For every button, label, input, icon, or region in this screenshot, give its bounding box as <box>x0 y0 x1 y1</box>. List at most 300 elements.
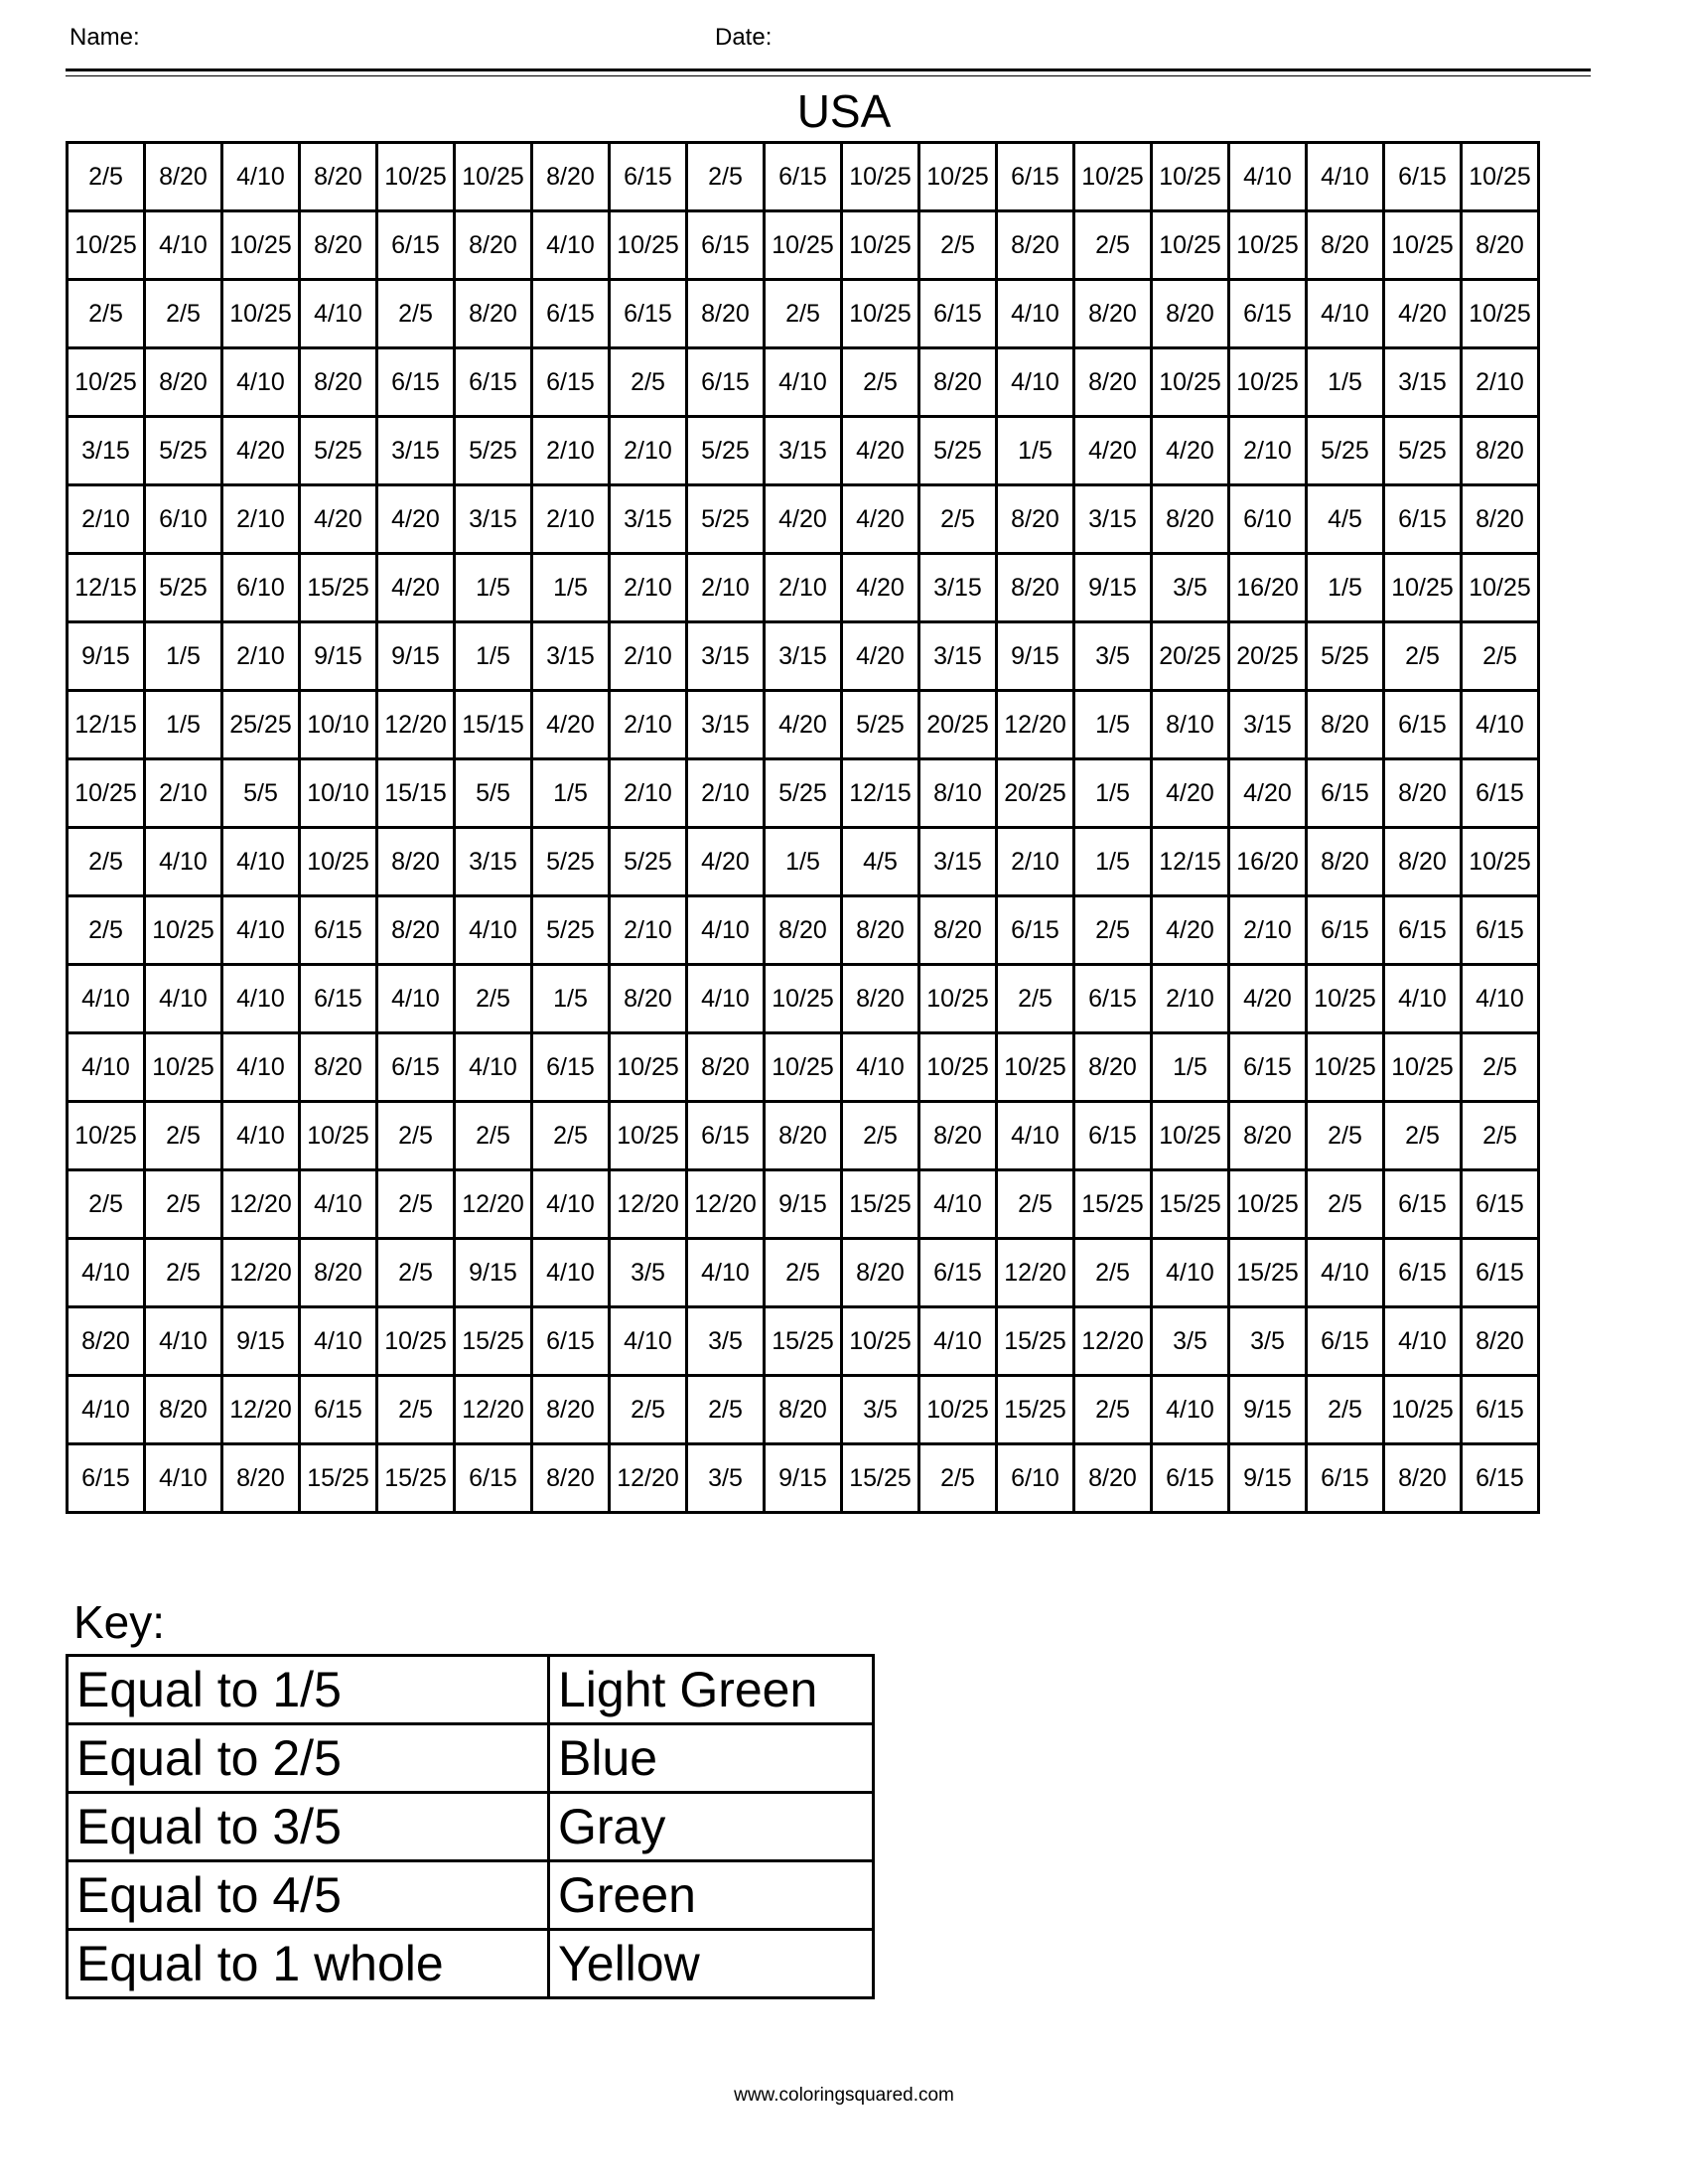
grid-cell: 4/10 <box>222 965 300 1033</box>
grid-cell: 10/10 <box>300 759 377 828</box>
grid-cell: 8/20 <box>1462 211 1539 280</box>
grid-cell: 2/10 <box>1229 417 1307 485</box>
grid-cell: 10/25 <box>377 143 455 211</box>
grid-cell: 4/20 <box>687 828 765 896</box>
grid-cell: 2/5 <box>919 1444 997 1513</box>
grid-cell: 8/20 <box>222 1444 300 1513</box>
grid-cell: 6/15 <box>1462 1239 1539 1307</box>
grid-cell: 6/15 <box>687 1102 765 1170</box>
grid-cell: 4/10 <box>145 1307 222 1376</box>
grid-cell: 12/20 <box>455 1170 532 1239</box>
grid-cell: 5/25 <box>1307 417 1384 485</box>
grid-cell: 3/5 <box>1229 1307 1307 1376</box>
key-condition: Equal to 4/5 <box>68 1861 549 1930</box>
grid-cell: 2/5 <box>532 1102 610 1170</box>
grid-cell: 8/20 <box>532 1444 610 1513</box>
grid-row <box>68 1307 1539 1376</box>
grid-cell: 4/10 <box>1384 1307 1462 1376</box>
grid-cell: 4/10 <box>300 1307 377 1376</box>
grid-cell: 5/25 <box>145 554 222 622</box>
grid-cell: 6/15 <box>532 348 610 417</box>
page-title: USA <box>796 85 892 137</box>
grid-cell: 4/20 <box>1229 759 1307 828</box>
grid-cell: 6/15 <box>1384 896 1462 965</box>
grid-cell: 4/10 <box>687 965 765 1033</box>
grid-cell: 4/10 <box>68 1376 145 1444</box>
grid-cell: 10/25 <box>68 1102 145 1170</box>
grid-cell: 2/5 <box>1307 1102 1384 1170</box>
grid-cell: 8/20 <box>1384 759 1462 828</box>
header-rule-thick <box>66 68 1591 71</box>
grid-cell: 9/15 <box>1074 554 1152 622</box>
grid-cell: 1/5 <box>1307 348 1384 417</box>
grid-cell: 4/10 <box>300 280 377 348</box>
grid-cell: 2/5 <box>1462 1033 1539 1102</box>
grid-cell: 20/25 <box>1229 622 1307 691</box>
grid-cell: 4/10 <box>1462 691 1539 759</box>
grid-row <box>68 828 1539 896</box>
grid-cell: 12/20 <box>222 1376 300 1444</box>
grid-cell: 2/5 <box>997 1170 1074 1239</box>
grid-cell: 4/5 <box>1307 485 1384 554</box>
grid-row <box>68 348 1539 417</box>
grid-cell: 8/20 <box>610 965 687 1033</box>
grid-cell: 4/10 <box>145 211 222 280</box>
grid-cell: 8/20 <box>765 896 842 965</box>
grid-row <box>68 1102 1539 1170</box>
grid-cell: 3/15 <box>687 622 765 691</box>
grid-cell: 4/20 <box>1152 417 1229 485</box>
grid-cell: 6/15 <box>997 896 1074 965</box>
grid-cell: 2/5 <box>1074 896 1152 965</box>
grid-cell: 15/25 <box>842 1170 919 1239</box>
grid-cell: 6/15 <box>1384 1239 1462 1307</box>
grid-row <box>68 211 1539 280</box>
grid-cell: 2/10 <box>532 417 610 485</box>
grid-cell: 2/5 <box>145 1102 222 1170</box>
grid-cell: 12/15 <box>1152 828 1229 896</box>
grid-cell: 4/20 <box>765 691 842 759</box>
grid-cell: 4/10 <box>68 1239 145 1307</box>
grid-cell: 4/10 <box>222 1033 300 1102</box>
grid-cell: 6/15 <box>300 965 377 1033</box>
grid-cell: 8/20 <box>1462 1307 1539 1376</box>
grid-cell: 4/10 <box>1384 965 1462 1033</box>
grid-cell: 2/5 <box>765 1239 842 1307</box>
grid-cell: 10/25 <box>1152 211 1229 280</box>
grid-cell: 2/10 <box>1462 348 1539 417</box>
grid-cell: 4/10 <box>532 211 610 280</box>
grid-cell: 6/15 <box>455 1444 532 1513</box>
grid-cell: 3/15 <box>68 417 145 485</box>
grid-cell: 12/20 <box>222 1170 300 1239</box>
grid-cell: 2/5 <box>377 1376 455 1444</box>
grid-cell: 8/20 <box>919 348 997 417</box>
grid-cell: 8/20 <box>1152 280 1229 348</box>
grid-cell: 5/25 <box>1384 417 1462 485</box>
grid-cell: 6/10 <box>1229 485 1307 554</box>
grid-cell: 8/20 <box>145 348 222 417</box>
grid-cell: 3/15 <box>1074 485 1152 554</box>
grid-cell: 10/25 <box>1307 965 1384 1033</box>
grid-cell: 10/25 <box>222 211 300 280</box>
grid-cell: 2/5 <box>765 280 842 348</box>
grid-cell: 2/5 <box>377 280 455 348</box>
grid-cell: 4/10 <box>145 828 222 896</box>
grid-cell: 8/20 <box>842 896 919 965</box>
grid-cell: 6/15 <box>377 211 455 280</box>
grid-cell: 15/25 <box>842 1444 919 1513</box>
grid-cell: 4/20 <box>1384 280 1462 348</box>
grid-cell: 10/25 <box>919 1376 997 1444</box>
grid-cell: 6/15 <box>765 143 842 211</box>
grid-cell: 4/10 <box>997 348 1074 417</box>
grid-cell: 10/25 <box>997 1033 1074 1102</box>
grid-cell: 3/5 <box>842 1376 919 1444</box>
grid-cell: 3/5 <box>610 1239 687 1307</box>
grid-cell: 10/25 <box>145 896 222 965</box>
grid-cell: 8/20 <box>687 1033 765 1102</box>
grid-cell: 2/5 <box>68 896 145 965</box>
grid-cell: 12/15 <box>842 759 919 828</box>
grid-cell: 3/15 <box>532 622 610 691</box>
grid-cell: 8/20 <box>1307 691 1384 759</box>
grid-cell: 2/5 <box>997 965 1074 1033</box>
grid-cell: 10/25 <box>919 1033 997 1102</box>
grid-cell: 6/15 <box>1307 1444 1384 1513</box>
grid-cell: 1/5 <box>1074 691 1152 759</box>
grid-cell: 12/20 <box>222 1239 300 1307</box>
grid-cell: 4/10 <box>300 1170 377 1239</box>
grid-cell: 2/5 <box>377 1239 455 1307</box>
grid-cell: 6/15 <box>1462 896 1539 965</box>
grid-cell: 2/10 <box>687 759 765 828</box>
grid-cell: 3/15 <box>687 691 765 759</box>
grid-cell: 10/25 <box>1152 1102 1229 1170</box>
grid-cell: 12/15 <box>68 691 145 759</box>
key-condition: Equal to 3/5 <box>68 1793 549 1861</box>
key-row <box>68 1930 874 1998</box>
grid-cell: 2/5 <box>145 1170 222 1239</box>
date-label: Date: <box>715 24 773 51</box>
grid-cell: 6/15 <box>532 1307 610 1376</box>
grid-cell: 4/10 <box>222 348 300 417</box>
grid-cell: 8/20 <box>455 211 532 280</box>
grid-cell: 8/20 <box>300 211 377 280</box>
grid-cell: 10/25 <box>1384 1033 1462 1102</box>
grid-cell: 5/25 <box>842 691 919 759</box>
grid-cell: 4/20 <box>377 554 455 622</box>
grid-cell: 10/25 <box>1229 211 1307 280</box>
key-row <box>68 1656 874 1724</box>
grid-cell: 10/25 <box>610 1033 687 1102</box>
grid-cell: 6/15 <box>1384 485 1462 554</box>
grid-cell: 2/5 <box>1307 1376 1384 1444</box>
grid-cell: 2/5 <box>377 1170 455 1239</box>
key-color: Green <box>549 1861 874 1930</box>
grid-cell: 1/5 <box>455 622 532 691</box>
grid-cell: 2/5 <box>145 280 222 348</box>
grid-cell: 4/5 <box>842 828 919 896</box>
grid-cell: 6/15 <box>1074 1102 1152 1170</box>
grid-row <box>68 965 1539 1033</box>
grid-cell: 2/10 <box>610 622 687 691</box>
grid-cell: 2/5 <box>68 1170 145 1239</box>
grid-cell: 6/15 <box>1229 280 1307 348</box>
grid-cell: 8/20 <box>687 280 765 348</box>
grid-cell: 1/5 <box>1074 759 1152 828</box>
grid-cell: 8/20 <box>842 965 919 1033</box>
grid-cell: 9/15 <box>1229 1444 1307 1513</box>
grid-cell: 8/20 <box>377 896 455 965</box>
grid-cell: 4/20 <box>842 622 919 691</box>
grid-cell: 2/5 <box>610 348 687 417</box>
grid-cell: 2/5 <box>1462 622 1539 691</box>
grid-cell: 2/10 <box>145 759 222 828</box>
grid-cell: 4/20 <box>377 485 455 554</box>
grid-cell: 10/25 <box>1229 348 1307 417</box>
grid-cell: 10/25 <box>1462 280 1539 348</box>
puzzle-grid <box>66 141 1540 1514</box>
grid-cell: 1/5 <box>1307 554 1384 622</box>
grid-cell: 6/15 <box>532 280 610 348</box>
grid-cell: 6/15 <box>1384 691 1462 759</box>
grid-cell: 10/25 <box>1462 828 1539 896</box>
grid-cell: 2/5 <box>687 1376 765 1444</box>
grid-cell: 9/15 <box>1229 1376 1307 1444</box>
grid-cell: 4/20 <box>842 485 919 554</box>
grid-cell: 2/5 <box>455 965 532 1033</box>
grid-cell: 2/5 <box>610 1376 687 1444</box>
grid-cell: 8/20 <box>300 1033 377 1102</box>
grid-cell: 4/10 <box>1462 965 1539 1033</box>
grid-cell: 5/5 <box>455 759 532 828</box>
grid-cell: 15/25 <box>377 1444 455 1513</box>
grid-cell: 4/10 <box>687 1239 765 1307</box>
grid-cell: 8/20 <box>1229 1102 1307 1170</box>
grid-cell: 8/20 <box>1384 828 1462 896</box>
grid-cell: 2/10 <box>687 554 765 622</box>
grid-cell: 9/15 <box>68 622 145 691</box>
grid-cell: 4/20 <box>842 554 919 622</box>
grid-cell: 8/20 <box>145 1376 222 1444</box>
grid-cell: 2/10 <box>532 485 610 554</box>
grid-cell: 8/20 <box>300 143 377 211</box>
grid-cell: 2/10 <box>610 691 687 759</box>
grid-cell: 4/10 <box>997 1102 1074 1170</box>
grid-cell: 2/5 <box>1074 211 1152 280</box>
grid-row <box>68 143 1539 211</box>
grid-cell: 9/15 <box>455 1239 532 1307</box>
grid-cell: 6/15 <box>1462 1444 1539 1513</box>
grid-cell: 2/5 <box>377 1102 455 1170</box>
grid-cell: 8/10 <box>919 759 997 828</box>
grid-cell: 6/15 <box>377 1033 455 1102</box>
grid-cell: 6/15 <box>1384 1170 1462 1239</box>
grid-row <box>68 485 1539 554</box>
grid-cell: 4/20 <box>1152 896 1229 965</box>
grid-cell: 2/10 <box>68 485 145 554</box>
grid-cell: 20/25 <box>919 691 997 759</box>
grid-cell: 15/25 <box>997 1376 1074 1444</box>
grid-cell: 16/20 <box>1229 554 1307 622</box>
grid-cell: 8/20 <box>1307 211 1384 280</box>
grid-cell: 6/15 <box>687 348 765 417</box>
grid-cell: 8/20 <box>997 211 1074 280</box>
grid-cell: 12/20 <box>1074 1307 1152 1376</box>
grid-cell: 2/10 <box>997 828 1074 896</box>
grid-cell: 5/25 <box>687 485 765 554</box>
grid-cell: 4/10 <box>687 896 765 965</box>
grid-row <box>68 1444 1539 1513</box>
grid-cell: 4/10 <box>532 1170 610 1239</box>
grid-cell: 1/5 <box>1152 1033 1229 1102</box>
grid-cell: 4/10 <box>1307 143 1384 211</box>
grid-cell: 8/20 <box>300 1239 377 1307</box>
grid-cell: 5/25 <box>455 417 532 485</box>
color-key-table <box>66 1654 875 1999</box>
grid-row <box>68 1170 1539 1239</box>
grid-cell: 4/10 <box>1152 1376 1229 1444</box>
grid-cell: 10/25 <box>1384 554 1462 622</box>
grid-cell: 8/20 <box>1462 417 1539 485</box>
grid-cell: 3/5 <box>1152 1307 1229 1376</box>
grid-cell: 3/15 <box>455 485 532 554</box>
grid-cell: 4/10 <box>1152 1239 1229 1307</box>
grid-cell: 15/15 <box>455 691 532 759</box>
grid-cell: 16/20 <box>1229 828 1307 896</box>
grid-cell: 8/20 <box>1074 348 1152 417</box>
grid-cell: 10/25 <box>68 348 145 417</box>
grid-cell: 6/15 <box>1152 1444 1229 1513</box>
grid-row <box>68 417 1539 485</box>
grid-cell: 4/10 <box>842 1033 919 1102</box>
grid-cell: 10/25 <box>1152 143 1229 211</box>
grid-row <box>68 280 1539 348</box>
grid-cell: 6/15 <box>1384 143 1462 211</box>
grid-cell: 6/15 <box>1307 759 1384 828</box>
grid-cell: 8/20 <box>300 348 377 417</box>
grid-cell: 3/15 <box>377 417 455 485</box>
grid-cell: 10/25 <box>842 280 919 348</box>
grid-cell: 1/5 <box>532 554 610 622</box>
grid-cell: 4/10 <box>222 143 300 211</box>
grid-cell: 8/20 <box>919 1102 997 1170</box>
grid-cell: 4/10 <box>997 280 1074 348</box>
grid-cell: 15/25 <box>997 1307 1074 1376</box>
grid-cell: 1/5 <box>145 691 222 759</box>
grid-cell: 9/15 <box>300 622 377 691</box>
grid-row <box>68 622 1539 691</box>
grid-cell: 2/10 <box>610 554 687 622</box>
grid-cell: 6/15 <box>919 1239 997 1307</box>
grid-cell: 6/15 <box>68 1444 145 1513</box>
grid-cell: 1/5 <box>1074 828 1152 896</box>
grid-cell: 2/5 <box>68 143 145 211</box>
grid-cell: 2/10 <box>1229 896 1307 965</box>
footer-url: www.coloringsquared.com <box>734 2085 954 2106</box>
grid-row <box>68 1033 1539 1102</box>
key-color: Yellow <box>549 1930 874 1998</box>
grid-cell: 10/25 <box>610 211 687 280</box>
grid-cell: 9/15 <box>765 1170 842 1239</box>
grid-cell: 20/25 <box>1152 622 1229 691</box>
grid-cell: 10/25 <box>842 211 919 280</box>
grid-cell: 12/20 <box>687 1170 765 1239</box>
grid-cell: 2/5 <box>919 211 997 280</box>
grid-row <box>68 1376 1539 1444</box>
grid-cell: 4/10 <box>1307 280 1384 348</box>
grid-cell: 3/15 <box>919 554 997 622</box>
grid-cell: 4/10 <box>532 1239 610 1307</box>
grid-cell: 10/25 <box>145 1033 222 1102</box>
key-row <box>68 1793 874 1861</box>
grid-cell: 8/20 <box>1307 828 1384 896</box>
key-condition: Equal to 1 whole <box>68 1930 549 1998</box>
grid-cell: 8/20 <box>1074 280 1152 348</box>
grid-cell: 9/15 <box>765 1444 842 1513</box>
grid-cell: 10/10 <box>300 691 377 759</box>
grid-cell: 6/15 <box>1307 896 1384 965</box>
grid-cell: 6/15 <box>1074 965 1152 1033</box>
grid-cell: 2/10 <box>222 485 300 554</box>
grid-cell: 10/25 <box>610 1102 687 1170</box>
grid-cell: 10/25 <box>1152 348 1229 417</box>
grid-cell: 6/15 <box>1307 1307 1384 1376</box>
grid-cell: 5/25 <box>687 417 765 485</box>
key-row <box>68 1724 874 1793</box>
grid-cell: 6/15 <box>1462 1170 1539 1239</box>
grid-cell: 4/10 <box>765 348 842 417</box>
grid-cell: 6/15 <box>1462 759 1539 828</box>
grid-cell: 5/25 <box>145 417 222 485</box>
grid-cell: 5/25 <box>765 759 842 828</box>
grid-row <box>68 896 1539 965</box>
grid-cell: 3/15 <box>610 485 687 554</box>
grid-cell: 15/25 <box>765 1307 842 1376</box>
grid-cell: 2/10 <box>610 896 687 965</box>
grid-cell: 4/10 <box>68 965 145 1033</box>
grid-cell: 10/25 <box>1462 554 1539 622</box>
grid-cell: 10/25 <box>68 759 145 828</box>
grid-cell: 3/5 <box>1152 554 1229 622</box>
grid-cell: 25/25 <box>222 691 300 759</box>
grid-cell: 3/15 <box>455 828 532 896</box>
grid-cell: 8/20 <box>919 896 997 965</box>
grid-cell: 10/25 <box>300 828 377 896</box>
grid-cell: 9/15 <box>222 1307 300 1376</box>
grid-cell: 8/20 <box>532 1376 610 1444</box>
key-color: Gray <box>549 1793 874 1861</box>
grid-cell: 10/25 <box>300 1102 377 1170</box>
grid-cell: 4/10 <box>919 1307 997 1376</box>
grid-cell: 4/20 <box>1152 759 1229 828</box>
grid-cell: 4/10 <box>222 896 300 965</box>
grid-cell: 6/15 <box>687 211 765 280</box>
grid-cell: 8/20 <box>145 143 222 211</box>
grid-cell: 5/25 <box>532 828 610 896</box>
grid-cell: 4/20 <box>842 417 919 485</box>
grid-cell: 4/20 <box>222 417 300 485</box>
grid-cell: 1/5 <box>532 759 610 828</box>
grid-cell: 6/10 <box>222 554 300 622</box>
grid-cell: 4/20 <box>532 691 610 759</box>
grid-cell: 15/25 <box>1074 1170 1152 1239</box>
grid-cell: 2/5 <box>919 485 997 554</box>
grid-cell: 4/20 <box>1074 417 1152 485</box>
grid-cell: 6/15 <box>610 280 687 348</box>
grid-cell: 4/20 <box>765 485 842 554</box>
